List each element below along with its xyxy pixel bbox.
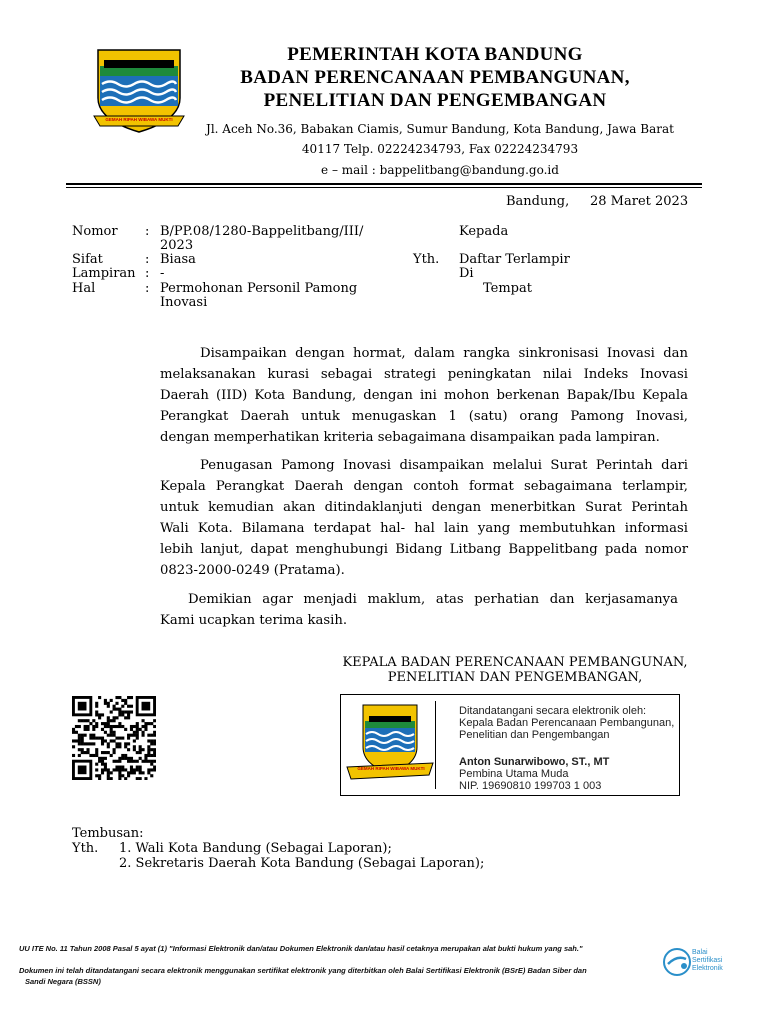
body-line: Kepala Perangkat Daerah dengan contoh format sebagaimana terlampir,: [160, 479, 688, 494]
logo-motto: GEMAH RIPAH WIBAWA MUKTI: [105, 117, 173, 122]
header-line-3: PENELITIAN DAN PENGEMBANGAN: [263, 90, 607, 111]
body-line: Wali Kota. Bilamana terdapat hal- hal lain yang membutuhkan informasi: [160, 521, 688, 536]
signatory-rank: Pembina Utama Muda: [459, 768, 569, 780]
body-paragraph-2: [160, 455, 688, 581]
tembusan-item-2: 2. Sekretaris Daerah Kota Bandung (Sebagai Laporan);: [119, 856, 485, 871]
meta-nomor-label: Nomor: [72, 224, 118, 239]
header-email: e – mail : bappelitbang@bandung.go.id: [321, 163, 559, 177]
body-line: Daerah (IID) Kota Bandung, dengan ini mohon berkenan Bapak/Ibu Kepala: [160, 388, 688, 403]
body-line: Penugasan Pamong Inovasi disampaikan melalui Surat Perintah dari: [200, 458, 688, 473]
body-line: melaksanakan kurasi sebagai strategi peningkatan nilai Indeks Inovasi: [160, 367, 688, 382]
meta-colon: :: [145, 224, 150, 239]
meta-hal-label: Hal: [72, 281, 96, 296]
body-line: Disampaikan dengan hormat, dalam rangka sinkronisasi Inovasi dan: [200, 346, 688, 361]
tembusan-item-1: 1. Wali Kota Bandung (Sebagai Laporan);: [119, 841, 392, 856]
footer-note-2: Dokumen ini telah ditandatangani secara elektronik menggunakan sertifikat elektronik yang diterbitkan oleh Balai Sertifikasi Elektronik (BSrE) Badan Siber dan: [19, 966, 587, 975]
body-line: untuk kemudian akan ditindaklanjuti dengan menerbitkan Surat Perintah: [160, 500, 688, 515]
tembusan-label: Tembusan:: [72, 826, 144, 841]
footer-note-1: UU ITE No. 11 Tahun 2008 Pasal 5 ayat (1) "Informasi Elektronik dan/atau Dokumen Elektronik dan/atau hasil cetaknya merupakan alat bukti hukum yang sah.": [19, 944, 583, 953]
body-paragraph-3: [160, 589, 678, 631]
body-line: Demikian agar menjadi maklum, atas perhatian dan kerjasamanya: [188, 592, 678, 607]
vertical-divider: [435, 701, 436, 789]
meta-hal-value-2: Inovasi: [160, 295, 208, 310]
signed-by-label: Ditandatangani secara elektronik oleh:: [459, 705, 647, 717]
signatory-position-1: Kepala Badan Perencanaan Pembangunan,: [459, 717, 675, 729]
recipient-tempat: Tempat: [483, 281, 532, 296]
city-emblem-logo: [92, 46, 186, 136]
signature-logo-motto: GEMAH RIPAH WIBAWA MUKTI: [357, 766, 425, 771]
meta-colon: :: [145, 252, 150, 267]
header-address: Jl. Aceh No.36, Babakan Ciamis, Sumur Bandung, Kota Bandung, Jawa Barat: [206, 122, 674, 136]
bsre-text-1: Balai: [692, 949, 708, 956]
bsre-logo: [662, 945, 742, 981]
meta-sifat-value: Biasa: [160, 252, 196, 267]
meta-sifat-label: Sifat: [72, 252, 103, 267]
bsre-icon: [662, 947, 692, 977]
recipient-name: Daftar Terlampir: [459, 252, 570, 267]
signatory-title-2: PENELITIAN DAN PENGEMBANGAN,: [387, 670, 643, 685]
meta-nomor-value-1: B/PP.08/1280-Bappelitbang/III/: [160, 224, 364, 239]
signatory-position-2: Penelitian dan Pengembangan: [459, 729, 610, 741]
meta-lampiran-label: Lampiran: [72, 266, 136, 281]
body-line: Perangkat Daerah untuk menugaskan 1 (satu) orang Pamong Inovasi,: [160, 409, 688, 424]
date-value: 28 Maret 2023: [590, 194, 689, 209]
body-line: 0823-2000-0249 (Pratama).: [160, 563, 345, 578]
bsre-text-2: Sertifikasi: [692, 957, 723, 964]
meta-lampiran-value: -: [160, 266, 165, 281]
header-line-1: PEMERINTAH KOTA BANDUNG: [287, 44, 583, 65]
signatory-nip: NIP. 19690810 199703 1 003: [459, 780, 602, 792]
date-city: Bandung,: [506, 194, 570, 209]
header-phone: 40117 Telp. 02224234793, Fax 02224234793: [301, 142, 579, 156]
recipient-di: Di: [459, 266, 474, 281]
header-line-2: BADAN PERENCANAAN PEMBANGUNAN,: [240, 67, 630, 88]
recipient-kepada: Kepada: [459, 224, 509, 239]
footer-note-3: Sandi Negara (BSSN): [25, 977, 101, 986]
meta-colon: :: [145, 281, 150, 296]
meta-hal-value-1: Permohonan Personil Pamong: [160, 281, 358, 296]
body-line: Kami ucapkan terima kasih.: [160, 613, 348, 628]
recipient-yth: Yth.: [413, 252, 440, 267]
header-rule-thick: [66, 183, 702, 185]
meta-colon: :: [145, 266, 150, 281]
signatory-name: Anton Sunarwibowo, ST., MT: [459, 756, 610, 768]
body-line: lebih lanjut, dapat menghubungi Bidang Litbang Bappelitbang pada nomor: [160, 542, 688, 557]
qr-code: [72, 696, 156, 780]
header-rule-thin: [66, 187, 702, 188]
meta-nomor-value-2: 2023: [160, 238, 194, 253]
e-signature-box: [340, 694, 680, 796]
bsre-text-3: Elektronik: [692, 965, 723, 972]
signatory-title-1: KEPALA BADAN PERENCANAAN PEMBANGUNAN,: [342, 655, 688, 670]
signature-emblem-logo: [345, 701, 435, 789]
body-paragraph-1: [160, 343, 688, 448]
tembusan-yth: Yth.: [72, 841, 99, 856]
body-line: dengan memperhatikan kriteria sebagaimana disampaikan pada lampiran.: [160, 430, 660, 445]
